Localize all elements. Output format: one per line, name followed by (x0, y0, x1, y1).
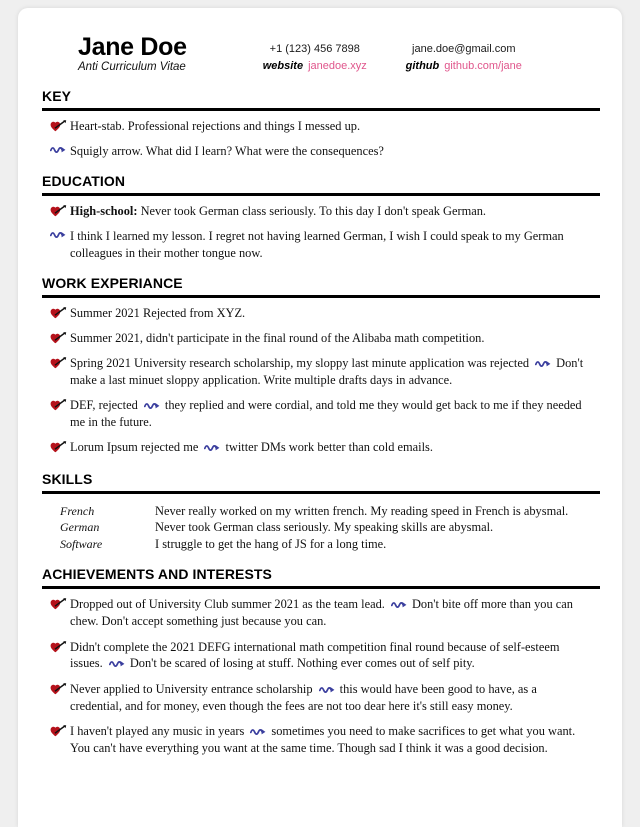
list-item-text: I haven't played any music in years sometimes you need to make sacrifices to get what you want. You can't have everything you want at the same time. Though sad I think it was a good decision. (70, 724, 576, 756)
heart-stab-icon (50, 203, 70, 217)
heart-stab-icon (50, 397, 70, 411)
heart-stab-icon (50, 681, 70, 695)
list-item (36, 330, 604, 346)
heart-stab-icon (50, 118, 70, 132)
list-item (36, 203, 604, 219)
education-items (36, 203, 604, 260)
section-title: SKILLS (42, 470, 93, 487)
squiggly-arrow-icon (50, 143, 70, 154)
skill-row (60, 536, 604, 553)
section-achievements-and-interests (36, 566, 604, 756)
heart-stab-icon (50, 639, 70, 653)
squiggly-arrow-icon (250, 724, 268, 740)
phone-number: +1 (123) 456 7898 (269, 43, 360, 55)
identity-block (78, 34, 187, 73)
section-title: EDUCATION (42, 173, 126, 190)
squiggly-arrow-icon (204, 440, 222, 456)
list-item (36, 355, 604, 388)
subtitle: Anti Curriculum Vitae (78, 61, 186, 74)
skill-name: Software (60, 536, 103, 551)
list-item-text: Heart-stab. Professional rejections and things I messed up. (70, 119, 361, 133)
resume-page (18, 8, 622, 827)
heart-stab-icon (50, 305, 70, 319)
skills-table (36, 503, 604, 553)
list-item (36, 305, 604, 321)
list-item-text: Summer 2021, didn't participate in the final round of the Alibaba math competition. (70, 330, 485, 345)
list-item-text: Didn't complete the 2021 DEFG international math competition final round because of self-esteem issues. Don't be scared of losing at stuff. Nothing ever comes out of self pity. (70, 639, 604, 672)
section-skills (36, 471, 604, 553)
heart-stab-icon (50, 723, 70, 737)
heart-stab-icon (50, 439, 70, 453)
section-work-experiance (36, 275, 604, 457)
section-heading-key (36, 88, 604, 106)
section-title: KEY (42, 88, 72, 104)
list-item-text: Never applied to University entrance scholarship this would have been good to have, as a credential, and for money, even though the fees are not too dear here it's still easy money. (70, 681, 537, 713)
list-item (36, 681, 604, 714)
squiggly-arrow-icon (391, 597, 409, 613)
skill-description: I struggle to get the hang of JS for a long time. (155, 536, 387, 551)
section-education (36, 173, 604, 260)
github-link[interactable]: github.com/jane (444, 59, 522, 72)
list-item-text: DEF, rejected they replied and were cordial, and told me they would get back to me if they needed me in the future. (70, 398, 582, 430)
email-address: jane.doe@gmail.com (412, 43, 516, 55)
contact-block (241, 41, 539, 74)
list-item-lead: High-school: (70, 204, 138, 219)
github-entry (389, 58, 539, 75)
list-item (36, 639, 604, 672)
list-item (36, 143, 604, 159)
squiggly-arrow-icon (50, 228, 70, 239)
section-rule (42, 586, 600, 589)
work-items (36, 305, 604, 457)
list-item (36, 596, 604, 629)
website-link[interactable]: janedoe.xyz (308, 59, 367, 72)
section-heading-education (36, 173, 604, 191)
contact-row-primary (241, 41, 539, 58)
achievements-items (36, 596, 604, 756)
list-item (36, 439, 604, 456)
github-label: github (405, 59, 440, 72)
heart-stab-icon (50, 330, 70, 344)
section-heading-work (36, 275, 604, 293)
list-item-text: I think I learned my lesson. I regret not having learned German, I wish I could speak to my German colleagues in their mother tongue now. (70, 229, 564, 260)
contact-row-links (241, 58, 539, 75)
skill-row (60, 519, 604, 536)
list-item (36, 397, 604, 430)
list-item (36, 228, 604, 260)
skill-description: Never took German class seriously. My speaking skills are abysmal. (155, 520, 494, 535)
section-key (36, 88, 604, 159)
section-rule (42, 108, 600, 111)
website-label: website (262, 59, 304, 72)
list-item (36, 723, 604, 756)
page-title: Jane Doe (78, 33, 187, 61)
list-item (36, 118, 604, 134)
heart-stab-icon (50, 596, 70, 610)
squiggly-arrow-icon (535, 356, 553, 372)
resume-header (36, 8, 604, 74)
website-entry (241, 58, 389, 75)
list-item-text: Squigly arrow. What did I learn? What were the consequences? (70, 144, 384, 159)
squiggly-arrow-icon (144, 398, 162, 414)
section-heading-achievements (36, 566, 604, 584)
squiggly-arrow-icon (109, 656, 127, 672)
section-heading-skills (36, 471, 604, 489)
skill-description: Never really worked on my written french. My reading speed in French is abysmal. (155, 503, 569, 518)
section-rule (42, 491, 600, 494)
list-item-text: Dropped out of University Club summer 2021 as the team lead. Don't bite off more than you can chew. Don't accept something just because you can. (70, 597, 573, 629)
list-item-text: Spring 2021 University research scholarship, my sloppy last minute application was rejected Don't make a last minuet sloppy application. Write multiple drafts days in advance. (70, 355, 584, 387)
heart-stab-icon (50, 355, 70, 369)
skill-name: French (60, 503, 95, 518)
section-rule (42, 295, 600, 298)
section-rule (42, 193, 600, 196)
list-item-text: High-school: Never took German class seriously. To this day I don't speak German. (70, 204, 487, 219)
section-title: ACHIEVEMENTS AND INTERESTS (42, 566, 272, 583)
skill-row (60, 503, 604, 520)
list-item-text: Summer 2021 Rejected from XYZ. (70, 305, 246, 320)
list-item-text: Lorum Ipsum rejected me twitter DMs work better than cold emails. (70, 439, 447, 456)
squiggly-arrow-icon (319, 682, 337, 698)
skill-name: German (60, 520, 100, 535)
key-items (36, 118, 604, 159)
section-title: WORK EXPERIANCE (42, 274, 183, 291)
